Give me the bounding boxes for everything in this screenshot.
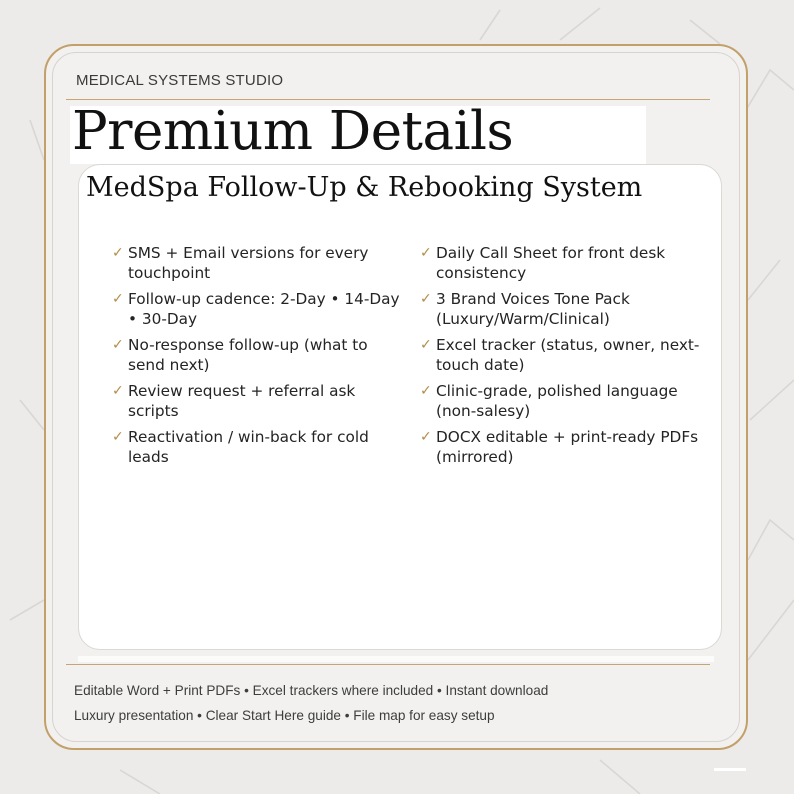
product-subtitle: MedSpa Follow-Up & Rebooking System (86, 172, 643, 203)
feature-text: DOCX editable + print-ready PDFs (mirrored) (436, 428, 699, 466)
checkmark-icon: ✓ (420, 429, 432, 445)
checkmark-icon: ✓ (112, 429, 124, 445)
feature-text: SMS + Email versions for every touchpoint (128, 244, 369, 282)
feature-item (420, 243, 710, 283)
feature-item (420, 427, 710, 467)
checkmark-icon: ✓ (112, 245, 124, 261)
page-title: Premium Details (72, 101, 514, 162)
features-left-column (112, 243, 402, 473)
feature-text: Review request + referral ask scripts (128, 382, 356, 420)
feature-item (420, 335, 710, 375)
checkmark-icon: ✓ (420, 291, 432, 307)
feature-item (420, 381, 710, 421)
feature-item (112, 335, 402, 375)
feature-item (112, 289, 402, 329)
features-right-column (420, 243, 710, 473)
feature-text: 3 Brand Voices Tone Pack (Luxury/Warm/Clinical) (436, 290, 630, 328)
feature-text: Daily Call Sheet for front desk consistency (436, 244, 666, 282)
brand-name: MEDICAL SYSTEMS STUDIO (76, 72, 284, 89)
bottom-divider (66, 664, 710, 665)
feature-item (112, 243, 402, 283)
feature-text: Reactivation / win-back for cold leads (128, 428, 369, 466)
top-divider (66, 99, 710, 100)
feature-item (420, 289, 710, 329)
feature-text: No-response follow-up (what to send next) (128, 336, 368, 374)
feature-text: Clinic-grade, polished language (non-salesy) (436, 382, 678, 420)
card-bottom-edge (78, 656, 714, 662)
checkmark-icon: ✓ (420, 245, 432, 261)
feature-item (112, 427, 402, 467)
footer-line-1: Editable Word + Print PDFs • Excel trackers where included • Instant download (74, 683, 549, 698)
checkmark-icon: ✓ (112, 291, 124, 307)
footer-line-2: Luxury presentation • Clear Start Here guide • File map for easy setup (74, 708, 495, 723)
feature-text: Follow-up cadence: 2-Day • 14-Day • 30-Day (128, 290, 400, 328)
feature-text: Excel tracker (status, owner, next-touch date) (436, 336, 700, 374)
checkmark-icon: ✓ (112, 337, 124, 353)
checkmark-icon: ✓ (420, 383, 432, 399)
feature-item (112, 381, 402, 421)
checkmark-icon: ✓ (420, 337, 432, 353)
corner-mark (714, 768, 746, 771)
checkmark-icon: ✓ (112, 383, 124, 399)
